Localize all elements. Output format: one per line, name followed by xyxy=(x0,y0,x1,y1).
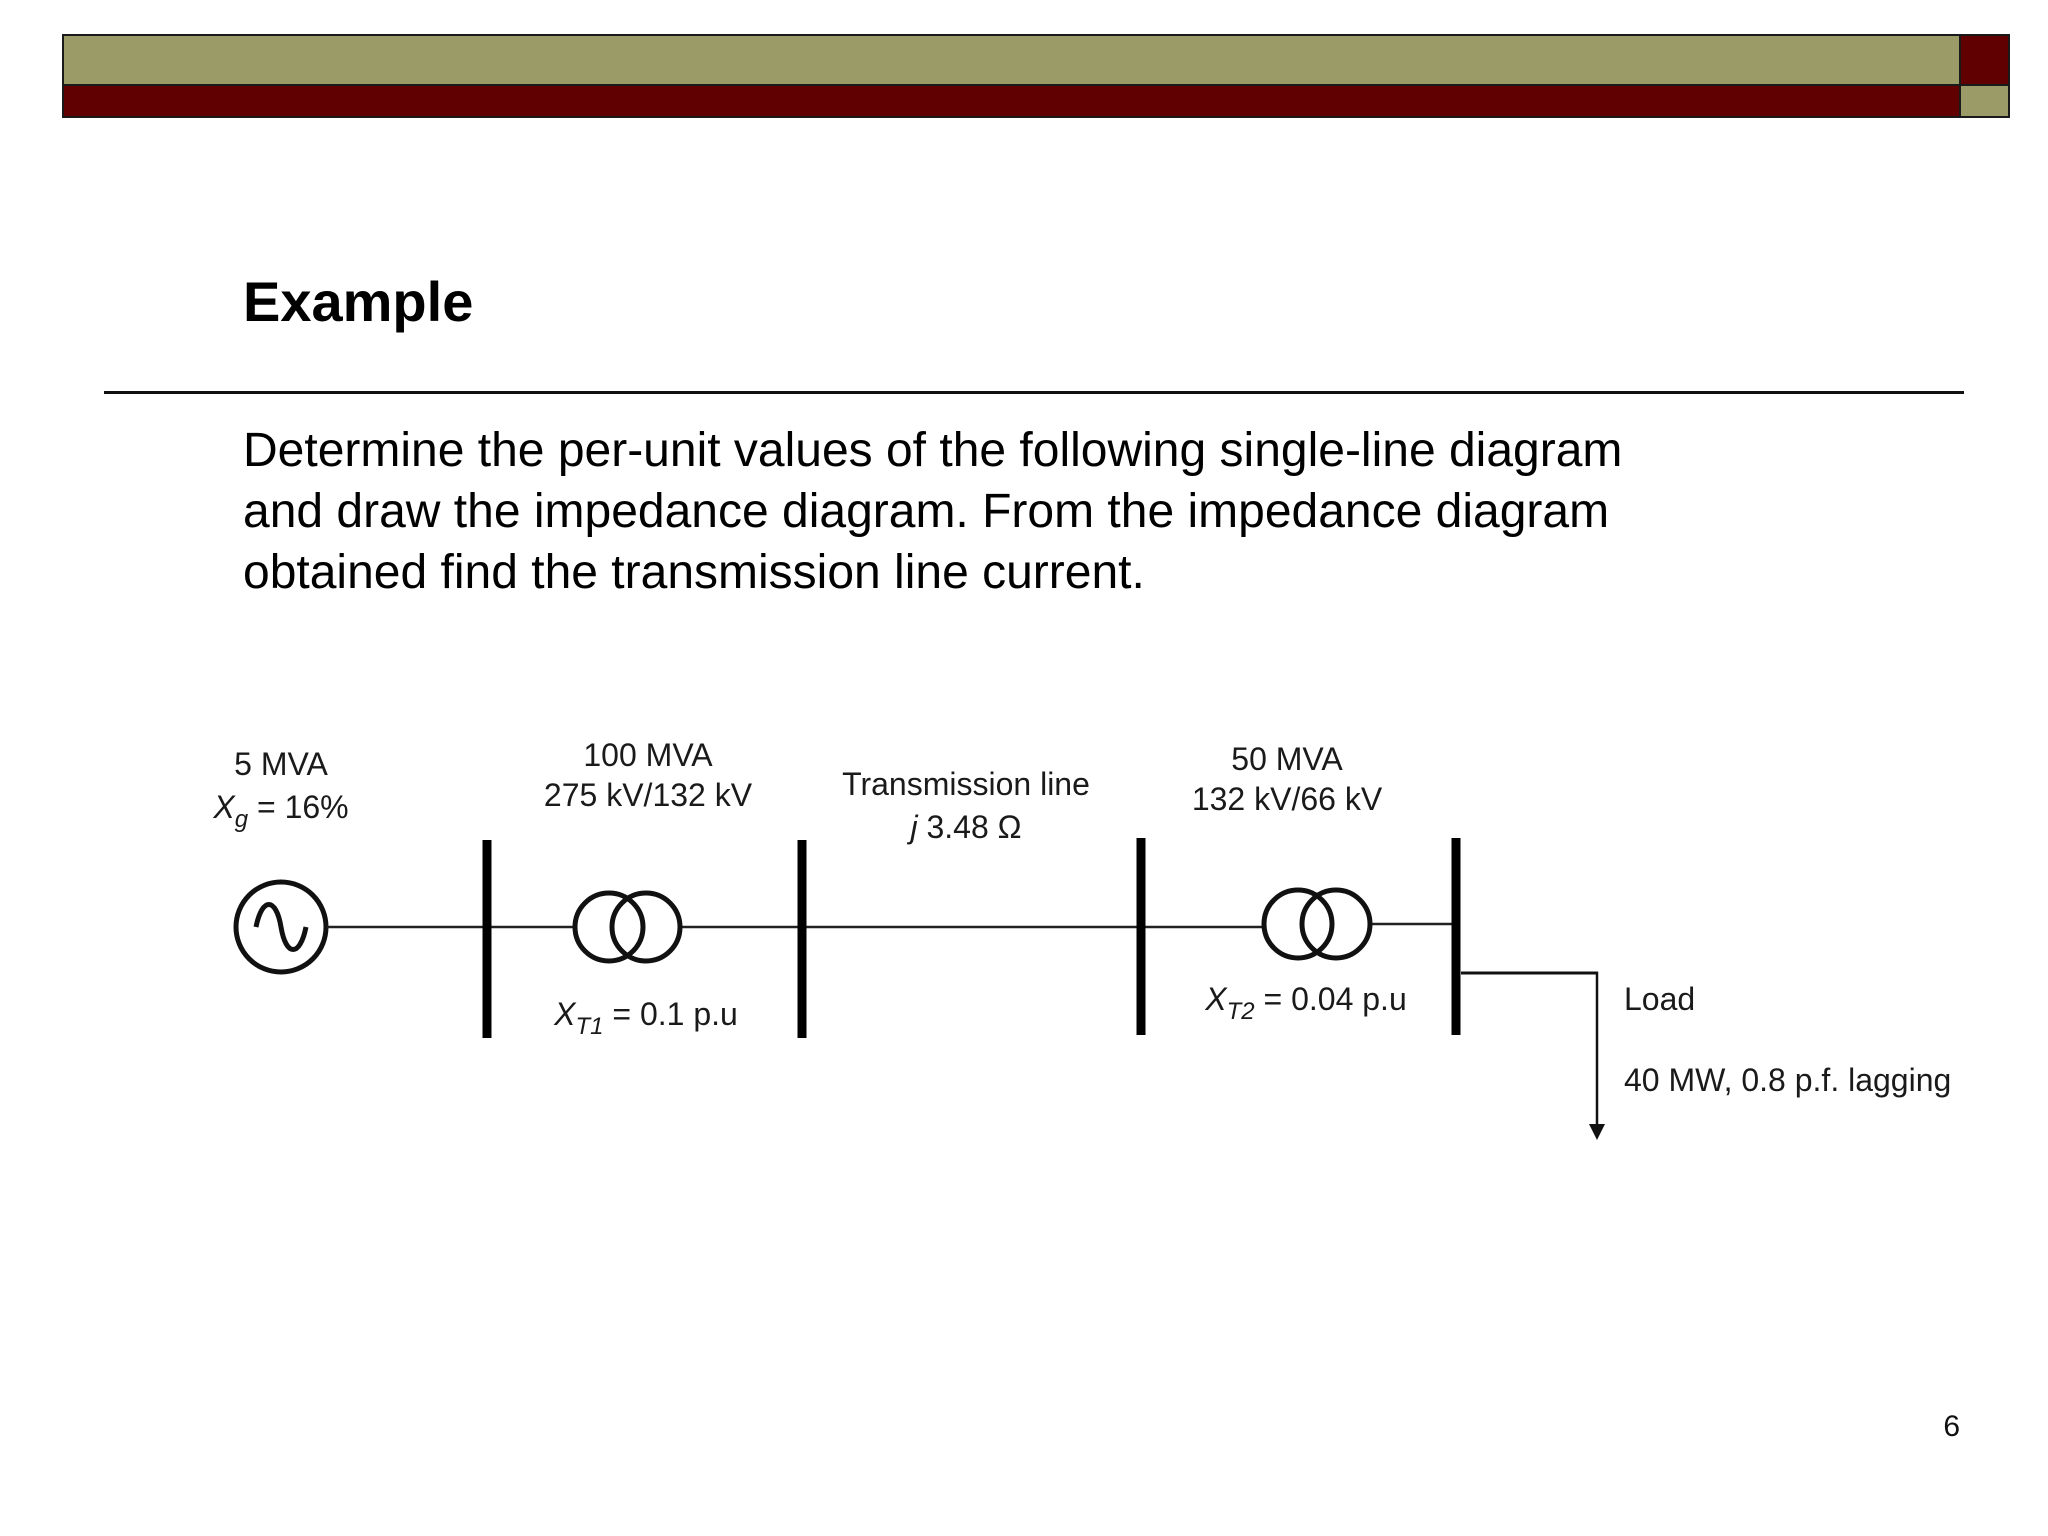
page-number: 6 xyxy=(1943,1410,1960,1443)
sine-wave-icon xyxy=(256,905,306,950)
transformer-2-rating: 50 MVA xyxy=(1231,741,1343,777)
generator-rating: 5 MVA xyxy=(234,746,328,782)
transformer-2-reactance: $X_{T2} = 0.04$ p.u xyxy=(1205,981,1407,1025)
body-line: and draw the impedance diagram. From the impedance diagram xyxy=(243,485,1610,538)
load-arrow-icon xyxy=(1589,1124,1605,1140)
transformer-1-rating: 100 MVA xyxy=(583,737,713,773)
generator-reactance: $X_g = 16\%$ xyxy=(213,789,349,833)
transformer-1-reactance: $X_{T1} = 0.1$ p.u xyxy=(554,996,738,1040)
body-line: Determine the per-unit values of the following single-line diagram xyxy=(243,424,1623,477)
transmission-line-impedance: j 3.48 Ω xyxy=(910,809,1022,845)
transmission-line-label: Transmission line xyxy=(842,766,1090,802)
slide-title: Example xyxy=(243,270,474,333)
load-spec: 40 MW, 0.8 p.f. lagging xyxy=(1624,1062,1952,1098)
body-line: obtained find the transmission line current. xyxy=(243,546,1145,599)
transformer-2-voltage: 132 kV/66 kV xyxy=(1191,781,1383,817)
generator-symbol xyxy=(236,882,326,972)
load-label: Load xyxy=(1624,981,1696,1017)
transformer-1-symbol xyxy=(575,893,680,961)
transformer-1-voltage: 275 kV/132 kV xyxy=(543,777,753,813)
transformer-2-symbol xyxy=(1264,890,1370,958)
